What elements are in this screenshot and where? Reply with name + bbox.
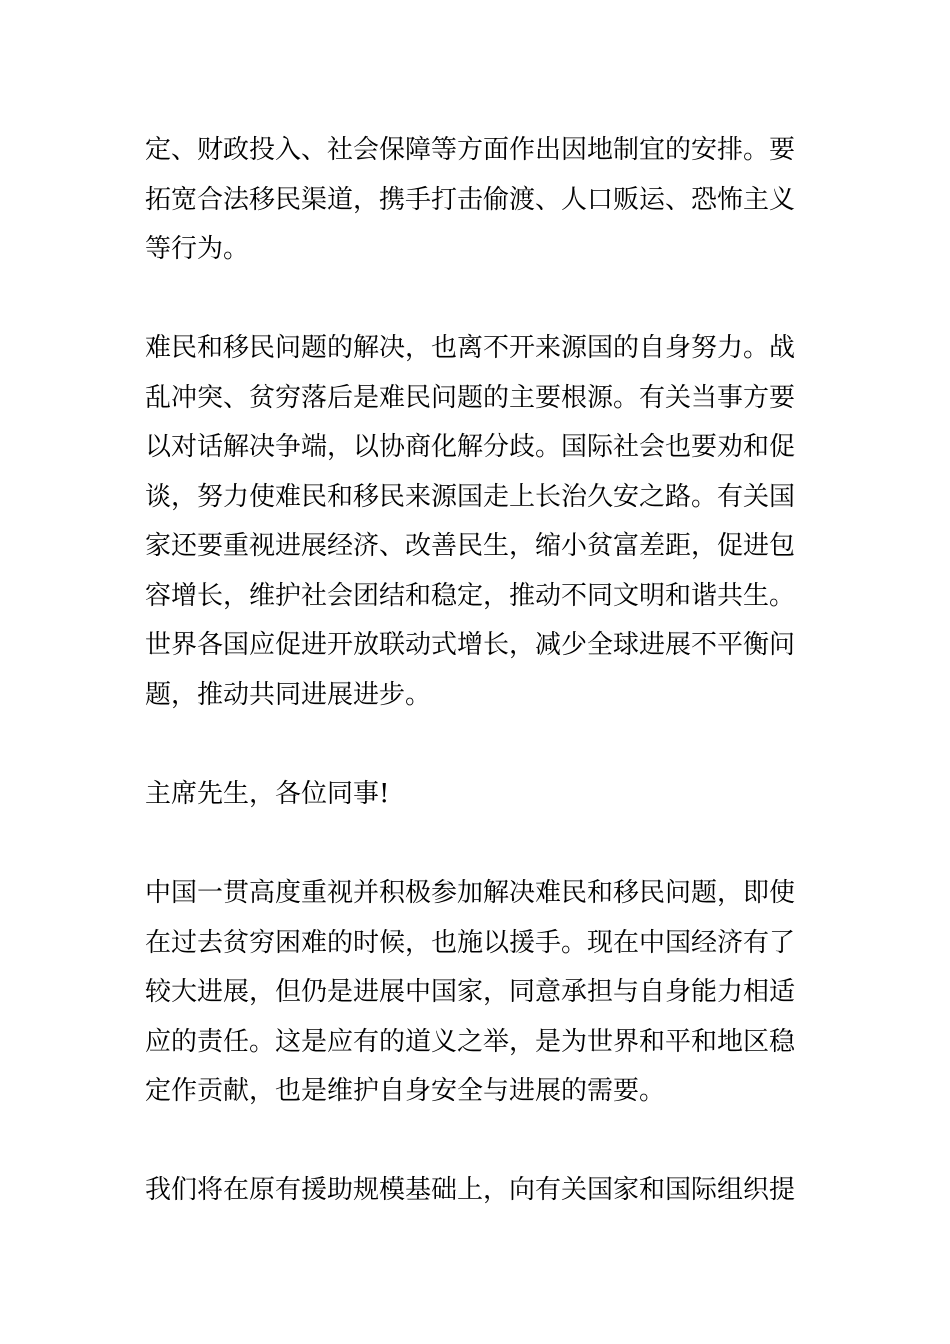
paragraph-1 [145, 126, 810, 275]
text-line: 拓宽合法移民渠道，携手打击偷渡、人口贩运、恐怖主义 [145, 184, 796, 215]
text-line: 世界各国应促进开放联动式增长，减少全球进展不平衡问 [145, 630, 796, 660]
paragraph-2 [145, 324, 810, 720]
text-line: 题，推动共同进展进步。 [145, 679, 432, 710]
text-line: 以对话解决争端，以协商化解分歧。国际社会也要劝和促 [145, 432, 796, 462]
text-line: 中国一贯高度重视并积极参加解决难民和移民问题，即使 [145, 878, 796, 908]
text-line: 应的责任。这是应有的道义之举，是为世界和平和地区稳 [145, 1026, 796, 1057]
paragraph-3 [145, 770, 810, 820]
text-line: 定作贡献，也是维护自身安全与进展的需要。 [145, 1076, 666, 1106]
text-line: 较大进展，但仍是进展中国家，同意承担与自身能力相适 [145, 977, 796, 1007]
paragraph-4 [145, 869, 810, 1117]
text-line: 家还要重视进展经济、改善民生，缩小贫富差距，促进包 [145, 531, 796, 561]
text-line: 等行为。 [145, 234, 250, 264]
text-line: 我们将在原有援助规模基础上，向有关国家和国际组织提 [145, 1175, 796, 1205]
text-line: 乱冲突、贫穷落后是难民问题的主要根源。有关当事方要 [145, 382, 796, 413]
text-line: 谈，努力使难民和移民来源国走上长治久安之路。有关国 [145, 481, 796, 512]
text-line: 在过去贫穷困难的时候，也施以援手。现在中国经济有了 [145, 927, 796, 958]
paragraph-5 [145, 1166, 810, 1216]
text-line: 主席先生，各位同事! [145, 779, 390, 809]
text-line: 容增长，维护社会团结和稳定，推动不同文明和谐共生。 [145, 580, 796, 611]
text-line: 定、财政投入、社会保障等方面作出因地制宜的安排。要 [145, 135, 796, 165]
text-line: 难民和移民问题的解决，也离不开来源国的自身努力。战 [145, 333, 796, 363]
